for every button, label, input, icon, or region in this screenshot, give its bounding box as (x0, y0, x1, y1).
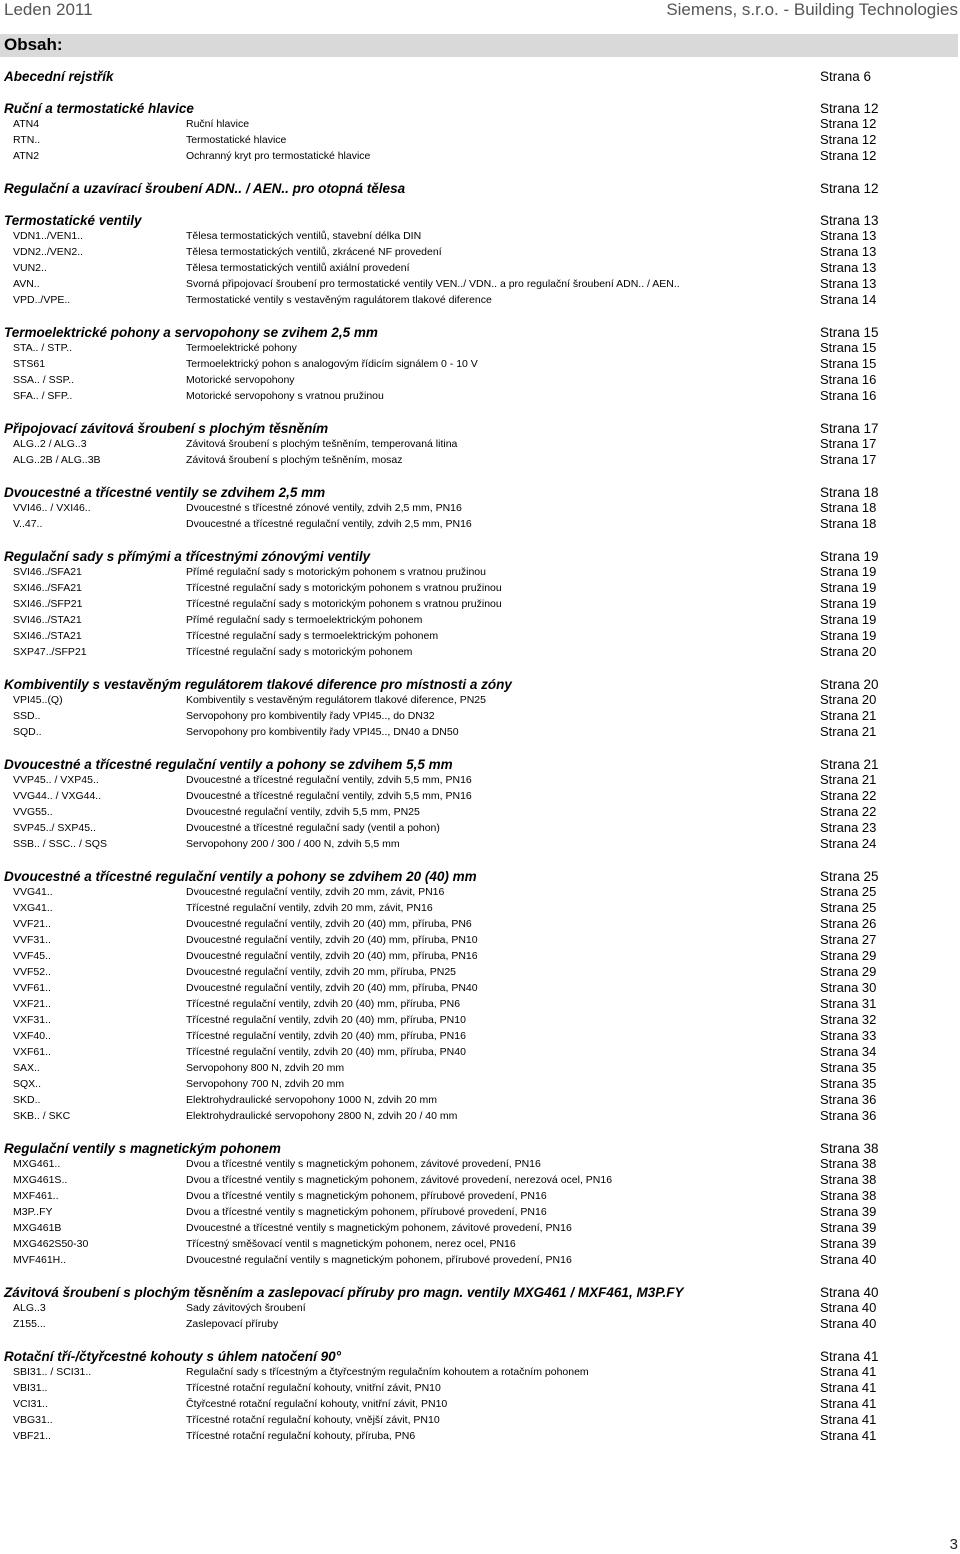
entry-description: Ruční hlavice (186, 118, 250, 130)
entry-code: VXF21.. (13, 998, 51, 1010)
contents-title: Obsah: (4, 35, 63, 54)
entry-code: VXG41.. (13, 902, 53, 914)
entry-code: SFA.. / SFP.. (13, 390, 73, 402)
toc-entry[interactable] (0, 917, 960, 933)
section-page: Strana 17 (820, 421, 879, 436)
section-title: Regulační ventily s magnetickým pohonem (4, 1141, 281, 1156)
entry-code: SQD.. (13, 726, 42, 738)
entry-page: Strana 20 (820, 644, 877, 659)
entry-page: Strana 19 (820, 628, 877, 643)
section-title: Dvoucestné a třícestné ventily se zdvihem 2,5 mm (4, 485, 326, 500)
toc-entry[interactable] (0, 693, 960, 709)
entry-description: Dvoucestné regulační ventily, zdvih 20 mm, příruba, PN25 (186, 966, 457, 978)
entry-page: Strana 13 (820, 260, 877, 275)
section-gap (0, 165, 960, 174)
entry-code: SXI46../SFA21 (13, 582, 82, 594)
entry-code: SXI46../STA21 (13, 630, 82, 642)
section-heading[interactable] (0, 94, 960, 117)
entry-code: SXI46../SFP21 (13, 598, 83, 610)
section-title: Regulační sady s přímými a třícestnými zónovými ventily (4, 549, 371, 564)
entry-description: Přímé regulační sady s termoelektrickým pohonem (186, 614, 423, 626)
toc-entry[interactable] (0, 725, 960, 741)
toc-entry[interactable] (0, 1077, 960, 1093)
entry-description: Dvoucestné regulační ventily, zdvih 5,5 mm, PN25 (186, 806, 420, 818)
toc-entry[interactable] (0, 613, 960, 629)
toc-entry[interactable] (0, 1301, 960, 1317)
entry-page: Strana 19 (820, 580, 877, 595)
entry-description: Dvoucestné a třícestné regulační ventily, zdvih 2,5 mm, PN16 (186, 518, 472, 530)
section-heading[interactable] (0, 62, 960, 85)
section-title: Kombiventily s vestavěným regulátorem tlakové diference pro místnosti a zóny (4, 677, 512, 692)
entry-code: SVI46../STA21 (13, 614, 82, 626)
entry-page: Strana 40 (820, 1252, 877, 1267)
entry-code: MXG461B (13, 1222, 62, 1234)
entry-description: Tělesa termostatických ventilů, stavební délka DIN (186, 230, 422, 242)
section-heading[interactable] (0, 174, 960, 197)
section-heading[interactable] (0, 750, 960, 773)
entry-page: Strana 19 (820, 596, 877, 611)
entry-description: Termostatické hlavice (186, 134, 287, 146)
toc-entry[interactable] (0, 1061, 960, 1077)
toc-entry[interactable] (0, 245, 960, 261)
toc-entry[interactable] (0, 1029, 960, 1045)
toc-entry[interactable] (0, 1157, 960, 1173)
entry-description: Třícestné rotační regulační kohouty, příruba, PN6 (186, 1430, 416, 1442)
entry-description: Čtyřcestné rotační regulační kohouty, vnitřní závit, PN10 (186, 1398, 448, 1410)
entry-page: Strana 41 (820, 1396, 877, 1411)
toc-entry[interactable] (0, 1013, 960, 1029)
section-gap (0, 405, 960, 414)
entry-code: VVF21.. (13, 918, 51, 930)
entry-description: Elektrohydraulické servopohony 2800 N, zdvih 20 / 40 mm (186, 1110, 458, 1122)
entry-description: Třícestný směšovací ventil s magnetickým pohonem, nerez ocel, PN16 (186, 1238, 516, 1250)
entry-description: Kombiventily s vestavěným regulátorem tlakové diference, PN25 (186, 694, 486, 706)
entry-description: Třícestné regulační ventily, zdvih 20 (40) mm, příruba, PN6 (186, 998, 461, 1010)
section-page: Strana 20 (820, 677, 879, 692)
entry-code: STS61 (13, 358, 46, 370)
section-page: Strana 19 (820, 549, 879, 564)
entry-code: VBG31.. (13, 1414, 53, 1426)
entry-description: Ochranný kryt pro termostatické hlavice (186, 150, 371, 162)
entry-code: VVG44.. / VXG44.. (13, 790, 102, 802)
entry-page: Strana 39 (820, 1204, 877, 1219)
entry-code: STA.. / STP.. (13, 342, 73, 354)
entry-code: VVF45.. (13, 950, 51, 962)
entry-code: AVN.. (13, 278, 40, 290)
section-gap (0, 741, 960, 750)
entry-code: MVF461H.. (13, 1254, 67, 1266)
entry-page: Strana 40 (820, 1300, 877, 1315)
entry-code: SSA.. / SSP.. (13, 374, 75, 386)
entry-description: Elektrohydraulické servopohony 1000 N, zdvih 20 mm (186, 1094, 437, 1106)
toc-entry[interactable] (0, 133, 960, 149)
entry-description: Dvoucestné regulační ventily, zdvih 20 mm, závit, PN16 (186, 886, 445, 898)
entry-code: SVP45../ SXP45.. (13, 822, 96, 834)
entry-description: Dvoucestné regulační ventily, zdvih 20 (40) mm, příruba, PN10 (186, 934, 478, 946)
entry-code: VCI31.. (13, 1398, 49, 1410)
section-gap (0, 1125, 960, 1134)
entry-description: Třícestné regulační sady s termoelektrickým pohonem (186, 630, 439, 642)
entry-description: Motorické servopohony (186, 374, 295, 386)
entry-description: Termostatické ventily s vestavěným ragulátorem tlakové diference (186, 294, 492, 306)
section-page: Strana 12 (820, 101, 879, 116)
entry-code: SAX.. (13, 1062, 40, 1074)
entry-code: VBI31.. (13, 1382, 48, 1394)
entry-description: Servopohony pro kombiventily řady VPI45.., do DN32 (186, 710, 435, 722)
toc-entry[interactable] (0, 341, 960, 357)
entry-page: Strana 18 (820, 516, 877, 531)
entry-code: M3P..FY (13, 1206, 53, 1218)
entry-description: Třícestné regulační sady s motorickým pohonem s vratnou pružinou (186, 582, 502, 594)
entry-page: Strana 16 (820, 388, 877, 403)
section-gap (0, 533, 960, 542)
toc-entry[interactable] (0, 293, 960, 309)
section-heading[interactable] (0, 1134, 960, 1157)
entry-page: Strana 27 (820, 932, 877, 947)
toc-entry[interactable] (0, 261, 960, 277)
entry-code: VVF31.. (13, 934, 51, 946)
entry-code: MXG462S50-30 (13, 1238, 89, 1250)
toc-entry[interactable] (0, 1109, 960, 1125)
entry-description: Svorná připojovací šroubení pro termostatické ventily VEN../ VDN.. a pro regulační šroubení ADN.. / AEN.. (186, 278, 680, 290)
toc-entry[interactable] (0, 933, 960, 949)
entry-description: Dvoucestné a třícestné regulační ventily, zdvih 5,5 mm, PN16 (186, 790, 472, 802)
entry-page: Strana 36 (820, 1092, 877, 1107)
entry-page: Strana 22 (820, 788, 877, 803)
toc-entry[interactable] (0, 453, 960, 469)
section-page: Strana 21 (820, 757, 879, 772)
entry-page: Strana 17 (820, 452, 877, 467)
section-title: Dvoucestné a třícestné regulační ventily a pohony se zdvihem 5,5 mm (4, 757, 453, 772)
toc-entry[interactable] (0, 565, 960, 581)
entry-code: SSB.. / SSC.. / SQS (13, 838, 107, 850)
section-heading[interactable] (0, 670, 960, 693)
entry-page: Strana 24 (820, 836, 877, 851)
entry-page: Strana 30 (820, 980, 877, 995)
toc-entry[interactable] (0, 1253, 960, 1269)
section-heading[interactable] (0, 206, 960, 229)
entry-code: VVF52.. (13, 966, 51, 978)
entry-page: Strana 36 (820, 1108, 877, 1123)
entry-page: Strana 16 (820, 372, 877, 387)
entry-code: VXF40.. (13, 1030, 51, 1042)
entry-code: SKB.. / SKC (13, 1110, 71, 1122)
toc-entry[interactable] (0, 517, 960, 533)
section-heading[interactable] (0, 862, 960, 885)
section-page: Strana 12 (820, 181, 879, 196)
section-heading[interactable] (0, 478, 960, 501)
section-gap (0, 309, 960, 318)
entry-page: Strana 18 (820, 500, 877, 515)
toc-entry[interactable] (0, 1173, 960, 1189)
entry-description: Třícestné regulační ventily, zdvih 20 (40) mm, příruba, PN40 (186, 1046, 466, 1058)
entry-description: Dvou a třícestné ventily s magnetickým pohonem, závitové provedení, PN16 (186, 1158, 541, 1170)
section-heading[interactable] (0, 1278, 960, 1301)
entry-description: Dvoucestné a třícestné regulační sady (ventil a pohon) (186, 822, 440, 834)
section-heading[interactable] (0, 542, 960, 565)
section-gap (0, 1269, 960, 1278)
toc-entry[interactable] (0, 773, 960, 789)
entry-description: Dvoucestné regulační ventily, zdvih 20 (40) mm, příruba, PN6 (186, 918, 472, 930)
toc-entry[interactable] (0, 709, 960, 725)
section-page: Strana 13 (820, 213, 879, 228)
toc-entry[interactable] (0, 1045, 960, 1061)
entry-page: Strana 41 (820, 1364, 877, 1379)
toc-entry[interactable] (0, 901, 960, 917)
section-heading[interactable] (0, 1342, 960, 1365)
toc-entry[interactable] (0, 949, 960, 965)
toc-entry[interactable] (0, 629, 960, 645)
toc-entry[interactable] (0, 1093, 960, 1109)
section-title: Termostatické ventily (4, 213, 142, 228)
entry-page: Strana 25 (820, 884, 877, 899)
page-number: 3 (949, 1536, 958, 1553)
entry-page: Strana 41 (820, 1428, 877, 1443)
entry-description: Servopohony 200 / 300 / 400 N, zdvih 5,5 mm (186, 838, 400, 850)
toc-entry[interactable] (0, 501, 960, 517)
section-gap (0, 469, 960, 478)
toc-entry[interactable] (0, 437, 960, 453)
entry-page: Strana 34 (820, 1044, 877, 1059)
toc-entry[interactable] (0, 1205, 960, 1221)
section-title: Ruční a termostatické hlavice (4, 101, 194, 116)
entry-code: VVI46.. / VXI46.. (13, 502, 91, 514)
entry-page: Strana 12 (820, 132, 877, 147)
entry-page: Strana 14 (820, 292, 877, 307)
entry-page: Strana 13 (820, 244, 877, 259)
section-title: Připojovací závitová šroubení s plochým těsněním (4, 421, 329, 436)
section-page: Strana 25 (820, 869, 879, 884)
section-title: Abecední rejstřík (4, 69, 114, 84)
entry-code: VVP45.. / VXP45.. (13, 774, 99, 786)
entry-page: Strana 21 (820, 724, 877, 739)
toc-entry[interactable] (0, 1381, 960, 1397)
entry-description: Třícestné rotační regulační kohouty, vnější závit, PN10 (186, 1414, 440, 1426)
section-heading[interactable] (0, 414, 960, 437)
entry-page: Strana 12 (820, 116, 877, 131)
entry-description: Přímé regulační sady s motorickým pohonem s vratnou pružinou (186, 566, 486, 578)
section-heading[interactable] (0, 318, 960, 341)
entry-code: MXF461.. (13, 1190, 59, 1202)
entry-description: Regulační sady s třícestným a čtyřcestným regulačním kohoutem a rotačním pohonem (186, 1366, 589, 1378)
entry-code: VVG41.. (13, 886, 53, 898)
section-page: Strana 15 (820, 325, 879, 340)
toc-entry[interactable] (0, 821, 960, 837)
entry-code: VVF61.. (13, 982, 51, 994)
entry-description: Dvou a třícestné ventily s magnetickým pohonem, přírubové provedení, PN16 (186, 1190, 547, 1202)
toc-entry[interactable] (0, 837, 960, 853)
header-date: Leden 2011 (4, 0, 93, 19)
entry-page: Strana 35 (820, 1060, 877, 1075)
entry-page: Strana 12 (820, 148, 877, 163)
entry-description: Dvoucestné a třícestné ventily s magnetickým pohonem, závitové provedení, PN16 (186, 1222, 572, 1234)
toc-entry[interactable] (0, 645, 960, 661)
entry-description: Dvou a třícestné ventily s magnetickým pohonem, závitové provedení, nerezová ocel, PN16 (186, 1174, 613, 1186)
entry-page: Strana 15 (820, 340, 877, 355)
entry-page: Strana 19 (820, 564, 877, 579)
entry-page: Strana 17 (820, 436, 877, 451)
section-page: Strana 40 (820, 1285, 879, 1300)
entry-description: Třícestné regulační ventily, zdvih 20 (40) mm, příruba, PN16 (186, 1030, 466, 1042)
toc-entry[interactable] (0, 789, 960, 805)
entry-page: Strana 21 (820, 708, 877, 723)
toc-entry[interactable] (0, 965, 960, 981)
entry-page: Strana 19 (820, 612, 877, 627)
entry-code: MXG461.. (13, 1158, 61, 1170)
entry-code: VPI45..(Q) (13, 694, 63, 706)
section-title: Dvoucestné a třícestné regulační ventily a pohony se zdvihem 20 (40) mm (4, 869, 477, 884)
entry-page: Strana 39 (820, 1236, 877, 1251)
section-page: Strana 41 (820, 1349, 879, 1364)
entry-code: VXF31.. (13, 1014, 51, 1026)
entry-page: Strana 38 (820, 1172, 877, 1187)
entry-page: Strana 32 (820, 1012, 877, 1027)
entry-code: ALG..2 / ALG..3 (13, 438, 87, 450)
entry-description: Tělesa termostatických ventilů axiální provedení (186, 262, 410, 274)
entry-description: Tělesa termostatických ventilů, zkrácené NF provedení (186, 246, 442, 258)
entry-description: Termoelektrické pohony (186, 342, 297, 354)
toc-entry[interactable] (0, 1397, 960, 1413)
toc-entry[interactable] (0, 1317, 960, 1333)
entry-description: Dvou a třícestné ventily s magnetickým pohonem, přírubové provedení, PN16 (186, 1206, 547, 1218)
entry-description: Třícestné rotační regulační kohouty, vnitřní závit, PN10 (186, 1382, 441, 1394)
toc-entry[interactable] (0, 389, 960, 405)
entry-description: Třícestné regulační sady s motorickým pohonem (186, 646, 413, 658)
entry-description: Motorické servopohony s vratnou pružinou (186, 390, 384, 402)
entry-code: VDN1../VEN1.. (13, 230, 84, 242)
entry-page: Strana 38 (820, 1188, 877, 1203)
entry-code: SXP47../SFP21 (13, 646, 87, 658)
toc-entry[interactable] (0, 1221, 960, 1237)
section-page: Strana 18 (820, 485, 879, 500)
toc-entry[interactable] (0, 1429, 960, 1445)
toc-entry[interactable] (0, 805, 960, 821)
entry-page: Strana 35 (820, 1076, 877, 1091)
entry-description: Závitová šroubení s plochým tešněním, mosaz (186, 454, 403, 466)
entry-page: Strana 29 (820, 964, 877, 979)
entry-page: Strana 33 (820, 1028, 877, 1043)
section-gap (0, 853, 960, 862)
toc-entry[interactable] (0, 1237, 960, 1253)
toc-entry[interactable] (0, 117, 960, 133)
entry-page: Strana 20 (820, 692, 877, 707)
entry-page: Strana 13 (820, 228, 877, 243)
toc-entry[interactable] (0, 997, 960, 1013)
entry-description: Dvoucestné s třícestné zónové ventily, zdvih 2,5 mm, PN16 (186, 502, 462, 514)
entry-code: Z155... (13, 1318, 46, 1330)
entry-description: Třícestné regulační sady s motorickým pohonem s vratnou pružinou (186, 598, 502, 610)
toc-entry[interactable] (0, 885, 960, 901)
section-gap (0, 1333, 960, 1342)
toc-entry[interactable] (0, 981, 960, 997)
toc-entry[interactable] (0, 229, 960, 245)
entry-page: Strana 23 (820, 820, 877, 835)
entry-page: Strana 31 (820, 996, 877, 1011)
entry-description: Termoelektrický pohon s analogovým řídicím signálem 0 - 10 V (186, 358, 478, 370)
entry-code: SBI31.. / SCI31.. (13, 1366, 92, 1378)
entry-description: Servopohony 800 N, zdvih 20 mm (186, 1062, 345, 1074)
entry-code: VPD../VPE.. (13, 294, 71, 306)
entry-page: Strana 25 (820, 900, 877, 915)
entry-code: SKD.. (13, 1094, 41, 1106)
entry-code: ATN4 (13, 118, 40, 130)
entry-page: Strana 29 (820, 948, 877, 963)
entry-description: Dvoucestné regulační ventily, zdvih 20 (40) mm, příruba, PN40 (186, 982, 478, 994)
entry-page: Strana 40 (820, 1316, 877, 1331)
section-page: Strana 6 (820, 69, 872, 84)
section-gap (0, 85, 960, 94)
entry-code: SVI46../SFA21 (13, 566, 82, 578)
entry-code: VDN2../VEN2.. (13, 246, 84, 258)
entry-code: SQX.. (13, 1078, 42, 1090)
entry-page: Strana 38 (820, 1156, 877, 1171)
toc-entry[interactable] (0, 597, 960, 613)
toc-entry[interactable] (0, 357, 960, 373)
entry-code: ALG..3 (13, 1302, 46, 1314)
header-company: Siemens, s.r.o. - Building Technologies (666, 0, 958, 19)
entry-description: Třícestné regulační ventily, zdvih 20 mm, závit, PN16 (186, 902, 433, 914)
entry-description: Servopohony 700 N, zdvih 20 mm (186, 1078, 345, 1090)
entry-code: VVG55.. (13, 806, 53, 818)
entry-code: SSD.. (13, 710, 41, 722)
entry-description: Dvoucestné regulační ventily s magnetickým pohonem, přírubové provedení, PN16 (186, 1254, 572, 1266)
contents-title-bar (0, 34, 958, 57)
toc-entry[interactable] (0, 149, 960, 165)
table-of-contents (0, 62, 960, 1445)
entry-code: VXF61.. (13, 1046, 51, 1058)
entry-page: Strana 26 (820, 916, 877, 931)
entry-code: VUN2.. (13, 262, 47, 274)
entry-page: Strana 21 (820, 772, 877, 787)
page-header (0, 0, 960, 22)
section-gap (0, 661, 960, 670)
toc-entry[interactable] (0, 1413, 960, 1429)
entry-description: Třícestné regulační ventily, zdvih 20 (40) mm, příruba, PN10 (186, 1014, 466, 1026)
entry-description: Závitová šroubení s plochým tešněním, temperovaná litina (186, 438, 458, 450)
entry-description: Dvoucestné a třícestné regulační ventily, zdvih 5,5 mm, PN16 (186, 774, 472, 786)
section-title: Termoelektrické pohony a servopohony se zvihem 2,5 mm (4, 325, 378, 340)
section-title: Závitová šroubení s plochým těsněním a zaslepovací příruby pro magn. ventily MXG461 / MXF461, M3P.FY (4, 1285, 684, 1300)
entry-description: Servopohony pro kombiventily řady VPI45.., DN40 a DN50 (186, 726, 459, 738)
section-gap (0, 197, 960, 206)
entry-page: Strana 15 (820, 356, 877, 371)
entry-description: Dvoucestné regulační ventily, zdvih 20 (40) mm, příruba, PN16 (186, 950, 478, 962)
entry-code: V..47.. (13, 518, 43, 530)
toc-entry[interactable] (0, 581, 960, 597)
entry-page: Strana 22 (820, 804, 877, 819)
entry-page: Strana 41 (820, 1380, 877, 1395)
entry-page: Strana 13 (820, 276, 877, 291)
section-title: Rotační tří-/čtyřcestné kohouty s úhlem natočení 90° (4, 1349, 341, 1364)
toc-entry[interactable] (0, 1189, 960, 1205)
entry-code: MXG461S.. (13, 1174, 68, 1186)
entry-description: Sady závitových šroubení (186, 1302, 306, 1314)
toc-entry[interactable] (0, 373, 960, 389)
entry-page: Strana 41 (820, 1412, 877, 1427)
entry-page: Strana 39 (820, 1220, 877, 1235)
entry-code: ALG..2B / ALG..3B (13, 454, 101, 466)
entry-code: RTN.. (13, 134, 41, 146)
entry-code: ATN2 (13, 150, 40, 162)
section-page: Strana 38 (820, 1141, 879, 1156)
entry-description: Zaslepovací příruby (186, 1318, 279, 1330)
section-title: Regulační a uzavírací šroubení ADN.. / AEN.. pro otopná tělesa (4, 181, 406, 196)
entry-code: VBF21.. (13, 1430, 51, 1442)
toc-entry[interactable] (0, 1365, 960, 1381)
toc-entry[interactable] (0, 277, 960, 293)
